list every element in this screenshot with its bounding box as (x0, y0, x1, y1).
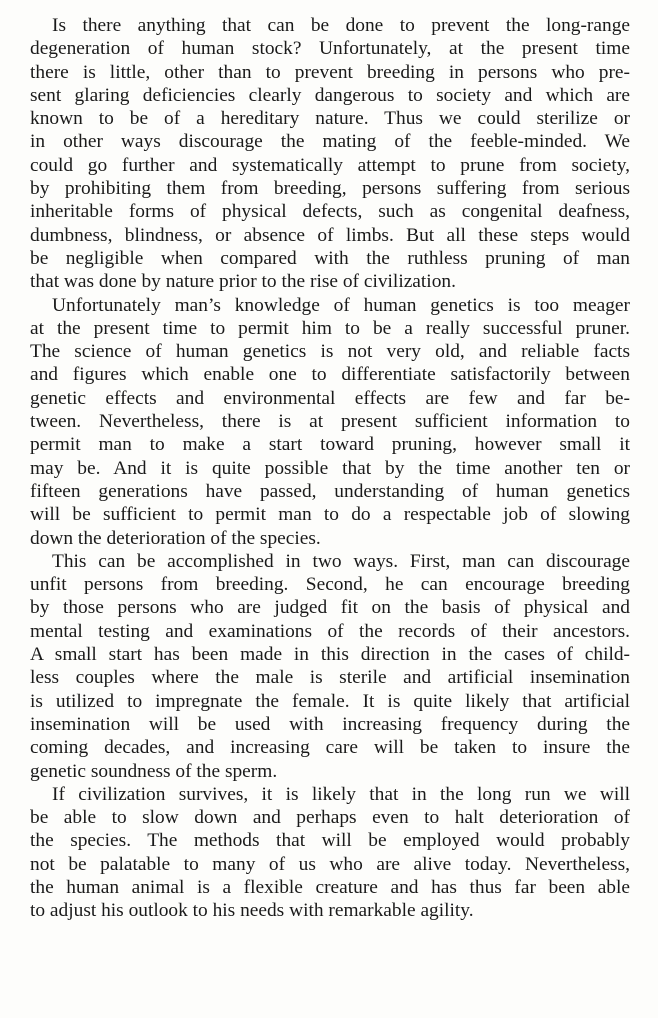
text-line: known to be of a hereditary nature. Thus we could sterilize or (30, 108, 630, 130)
paragraph (30, 550, 630, 783)
text-line: degeneration of human stock? Unfortunately, at the present time (30, 38, 630, 60)
text-line: be able to slow down and perhaps even to halt deterioration of (30, 807, 630, 829)
text-line: will be sufficient to permit man to do a respectable job of slowing (30, 504, 630, 526)
text-line: in other ways discourage the mating of the feeble-minded. We (30, 131, 630, 153)
text-line: coming decades, and increasing care will be taken to insure the (30, 737, 630, 759)
text-line: there is little, other than to prevent breeding in persons who pre- (30, 61, 630, 83)
text-line: dumbness, blindness, or absence of limbs. But all these steps would (30, 224, 630, 246)
text-line: Is there anything that can be done to prevent the long-range (52, 15, 630, 36)
text-line: is utilized to impregnate the female. It is quite likely that artificial (30, 690, 630, 712)
text-line: the human animal is a flexible creature and has thus far been able (30, 876, 630, 898)
text-line: could go further and systematically attempt to prune from society, (30, 154, 630, 176)
text-line: genetic effects and environmental effects are few and far be- (30, 387, 630, 409)
text-line: tween. Nevertheless, there is at present sufficient information to (30, 411, 630, 433)
text-line: fifteen generations have passed, understanding of human genetics (30, 480, 630, 502)
text-line: and figures which enable one to differentiate satisfactorily between (30, 364, 630, 386)
paragraph (30, 294, 630, 550)
text-line: to adjust his outlook to his needs with remarkable agility. (30, 900, 474, 922)
text-line: unfit persons from breeding. Second, he can encourage breeding (30, 574, 630, 596)
text-line: by those persons who are judged fit on the basis of physical and (30, 597, 630, 619)
text-line: insemination will be used with increasing frequency during the (30, 713, 630, 735)
text-line: less couples where the male is sterile and artificial insemination (30, 667, 630, 689)
text-line: permit man to make a start toward pruning, however small it (30, 434, 630, 456)
text-line: mental testing and examinations of the records of their ancestors. (30, 620, 630, 642)
text-line: sent glaring deficiencies clearly dangerous to society and which are (30, 84, 630, 106)
text-line: may be. And it is quite possible that by the time another ten or (30, 457, 630, 479)
text-line: that was done by nature prior to the rise of civilization. (30, 271, 456, 293)
text-line: by prohibiting them from breeding, persons suffering from serious (30, 178, 630, 200)
paragraph (30, 783, 630, 923)
body-text (30, 14, 630, 923)
text-line: If civilization survives, it is likely that in the long run we will (52, 783, 630, 805)
paragraph (30, 14, 630, 294)
text-line: not be palatable to many of us who are alive today. Nevertheless, (30, 853, 630, 875)
text-line: A small start has been made in this direction in the cases of child- (30, 644, 630, 666)
text-line: This can be accomplished in two ways. First, man can discourage (52, 550, 630, 572)
text-line: the species. The methods that will be employed would probably (30, 830, 630, 852)
text-line: inheritable forms of physical defects, such as congenital deafness, (30, 201, 630, 223)
text-line: genetic soundness of the sperm. (30, 760, 278, 782)
text-line: The science of human genetics is not very old, and reliable facts (30, 341, 630, 363)
text-line: Unfortunately man’s knowledge of human genetics is too meager (52, 294, 630, 316)
text-line: down the deterioration of the species. (30, 527, 321, 549)
text-line: be negligible when compared with the ruthless pruning of man (30, 247, 630, 269)
text-line: at the present time to permit him to be a really successful pruner. (30, 317, 630, 339)
